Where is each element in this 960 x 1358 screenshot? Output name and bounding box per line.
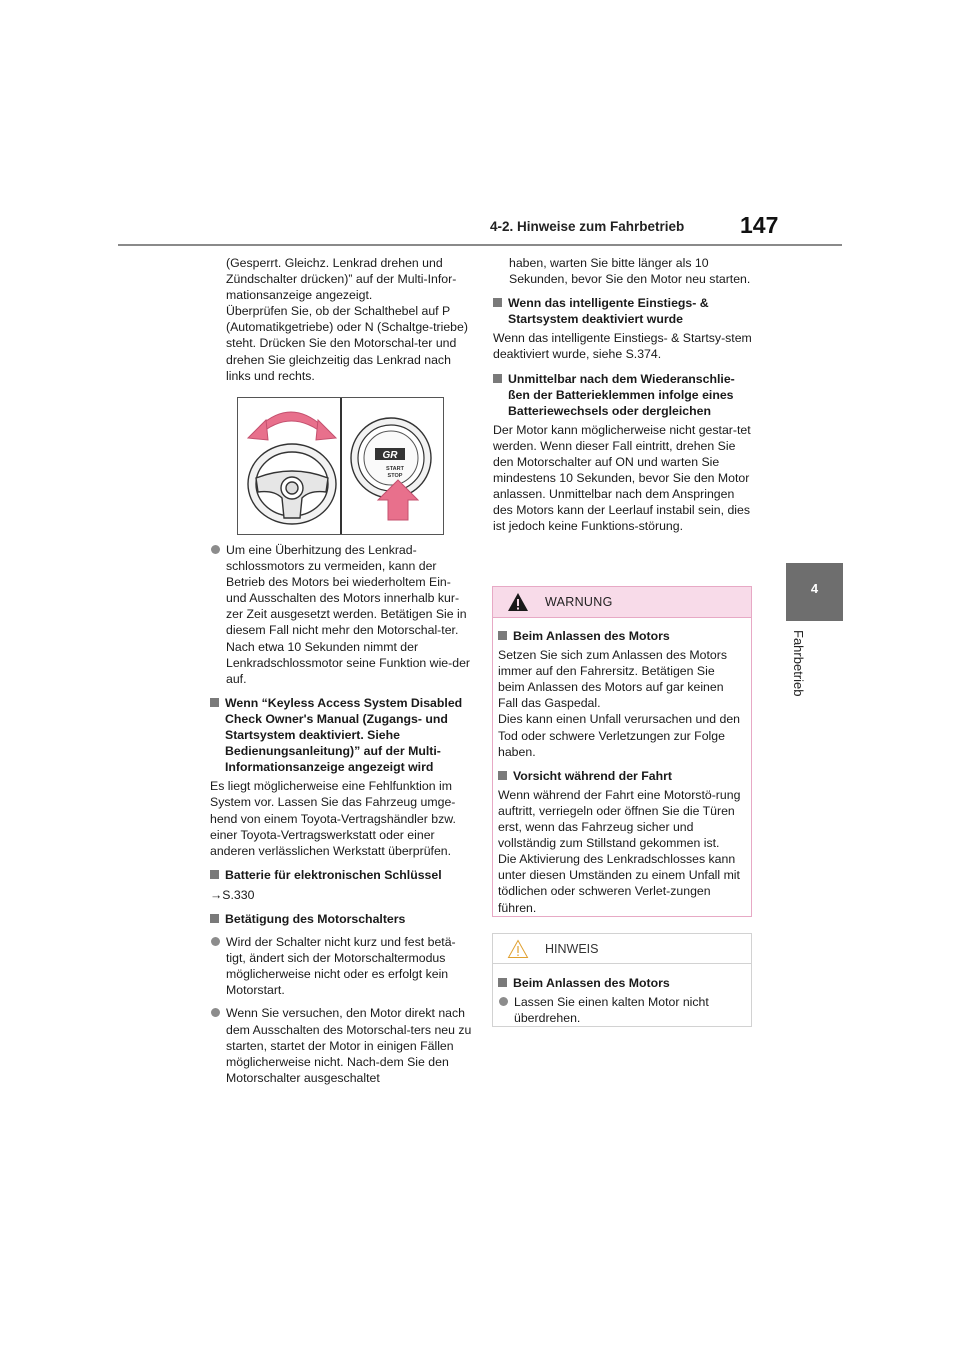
start-label: START	[386, 466, 404, 472]
intro-paragraph-2: Überprüfen Sie, ob der Schalthebel auf P (Automatikgetriebe) oder N (Schaltge-triebe) steht. Drücken Sie den Motorschal-ter und drehen Sie gleichzeitig das Lenkrad nach links und rechts.	[226, 304, 468, 383]
bullet-overheat: Um eine Überhitzung des Lenkrad-schlossmotors zu vermeiden, kann der Betrieb des Motors bei wiederholtem Ein- und Ausschalten des Motors innerhalb kur-zer Zeit ausgesetzt werden. Betätigen Sie in diesem Fall nicht mehr den Motorschal-ter. Nach etwa 10 Sekunden nimmt der Lenkradschlossmotor seine Funktion wie-der auf.	[210, 542, 472, 687]
warning-title: WARNUNG	[545, 595, 613, 609]
bullet-dot-icon	[211, 545, 220, 554]
intro-paragraph: (Gesperrt. Gleichz. Lenkrad drehen und Zündschalter drücken)” auf der Multi-Infor-mationsanzeige angezeigt.	[226, 256, 457, 303]
steering-wheel-illustration	[238, 398, 443, 534]
square-bullet-icon	[498, 978, 507, 987]
warning-content	[498, 620, 744, 916]
battery-reconnect-body: Der Motor kann möglicherweise nicht gestar-tet werden. Wenn dieser Fall eintritt, drehen Sie den Motorschalter auf ON und warten Sie mindestens 10 Sekunden, bevor Sie den Motor anlassen. Unmittelbar nach dem Anspringen des Motors kann der Leerlauf instabil sein, dies ist jedoch keine Funktions-störung.	[493, 422, 751, 534]
section-title: 4-2. Hinweise zum Fahrbetrieb	[490, 219, 685, 234]
square-bullet-icon	[493, 374, 502, 383]
bullet-switch-press: Wird der Schalter nicht kurz und fest betä-tigt, ändert sich der Motorschaltermodus möglicherweise nicht oder es erfolgt kein Motorstart.	[210, 934, 472, 998]
smart-entry-body: Wenn das intelligente Einstiegs- & Startsy-stem deaktiviert wurde, siehe S.374.	[493, 331, 752, 362]
square-bullet-icon	[210, 914, 219, 923]
warning-driving-body: Wenn während der Fahrt eine Motorstö-rung auftritt, verriegeln oder öffnen Sie die Türen erst, wenn das Fahrzeug sicher und vollständig zum Stillstand gekommen ist.	[498, 787, 741, 851]
heading-engine-switch: Betätigung des Motorschalters	[210, 911, 472, 927]
key-battery-reference: →S.330	[210, 887, 255, 902]
bullet-dot-icon	[499, 997, 508, 1006]
note-content	[498, 967, 744, 1026]
chapter-tab	[786, 563, 843, 621]
bullet-dot-icon	[211, 937, 220, 946]
square-bullet-icon	[210, 870, 219, 879]
bullet-restart: Wenn Sie versuchen, den Motor direkt nach dem Ausschalten des Motorschal-ters neu zu starten, startet der Motor in einigen Fällen möglicherweise nicht. Nach-dem Sie den Motorschalter ausgeschaltet	[210, 1005, 472, 1085]
warning-triangle-icon	[507, 592, 529, 612]
page-number: 147	[740, 212, 779, 238]
chapter-label-text: Fahrbetrieb	[791, 630, 806, 697]
warning-box	[492, 586, 752, 917]
note-box	[492, 933, 752, 1027]
chapter-label	[792, 630, 808, 710]
square-bullet-icon	[493, 298, 502, 307]
stop-label: STOP	[387, 473, 403, 479]
warning-heading-start: Beim Anlassen des Motors	[498, 628, 744, 644]
note-bullet-cold-engine: Lassen Sie einen kalten Motor nicht überdrehen.	[498, 994, 744, 1026]
heading-key-battery: Batterie für elektronischen Schlüssel	[210, 867, 472, 883]
warning-header	[493, 587, 751, 618]
heading-smart-entry-disabled: Wenn das intelligente Einstiegs- & Startsystem deaktiviert wurde	[493, 295, 755, 327]
gr-logo: GR	[382, 450, 398, 461]
start-stop-button-icon	[351, 418, 431, 498]
note-title: HINWEIS	[545, 942, 599, 956]
warning-heading-driving: Vorsicht während der Fahrt	[498, 768, 744, 784]
heading-keyless-disabled: Wenn “Keyless Access System Disabled Check Owner's Manual (Zugangs- und Startsystem deaktiviert. Siehe Bedienungsanleitung)” auf der Multi-Informationsanzeige angezeigt wird	[210, 695, 472, 775]
warning-start-consequence: Dies kann einen Unfall verursachen und den Tod oder schwere Verletzungen zur Folge haben.	[498, 712, 740, 759]
restart-continuation: haben, warten Sie bitte länger als 10 Sekunden, bevor Sie den Motor neu starten.	[509, 256, 751, 287]
square-bullet-icon	[498, 771, 507, 780]
left-column-lower	[210, 535, 472, 1086]
right-column	[493, 255, 755, 535]
keyless-disabled-body: Es liegt möglicherweise eine Fehlfunktion im System vor. Lassen Sie das Fahrzeug umge-hend von einem Toyota-Vertragshändler bzw. einer Toyota-Vertragswerkstatt oder einer anderen verlässlichen Werkstatt überprüfen.	[210, 779, 456, 858]
warning-start-body: Setzen Sie sich zum Anlassen des Motors immer auf den Fahrersitz. Betätigen Sie beim Anlassen des Motors auf gar keinen Fall das Gaspedal.	[498, 648, 727, 711]
rotate-arrow-icon	[248, 412, 336, 440]
note-heading-start: Beim Anlassen des Motors	[498, 975, 744, 991]
chapter-number: 4	[810, 581, 819, 596]
square-bullet-icon	[498, 631, 507, 640]
heading-battery-reconnect: Unmittelbar nach dem Wiederanschlie-ßen der Batterieklemmen infolge eines Batteriewechsels oder dergleichen	[493, 371, 755, 419]
steering-wheel-icon	[248, 444, 336, 524]
steering-start-figure	[237, 397, 444, 535]
warning-driving-consequence: Die Aktivierung des Lenkradschlosses kann unter diesen Umständen zu einem Unfall mit tödlichen oder schweren Verlet-zungen führen.	[498, 852, 740, 915]
note-header	[493, 934, 751, 964]
left-column	[210, 255, 472, 384]
square-bullet-icon	[210, 698, 219, 707]
caution-triangle-icon	[507, 939, 529, 959]
bullet-dot-icon	[211, 1008, 220, 1017]
header-divider	[118, 244, 842, 246]
